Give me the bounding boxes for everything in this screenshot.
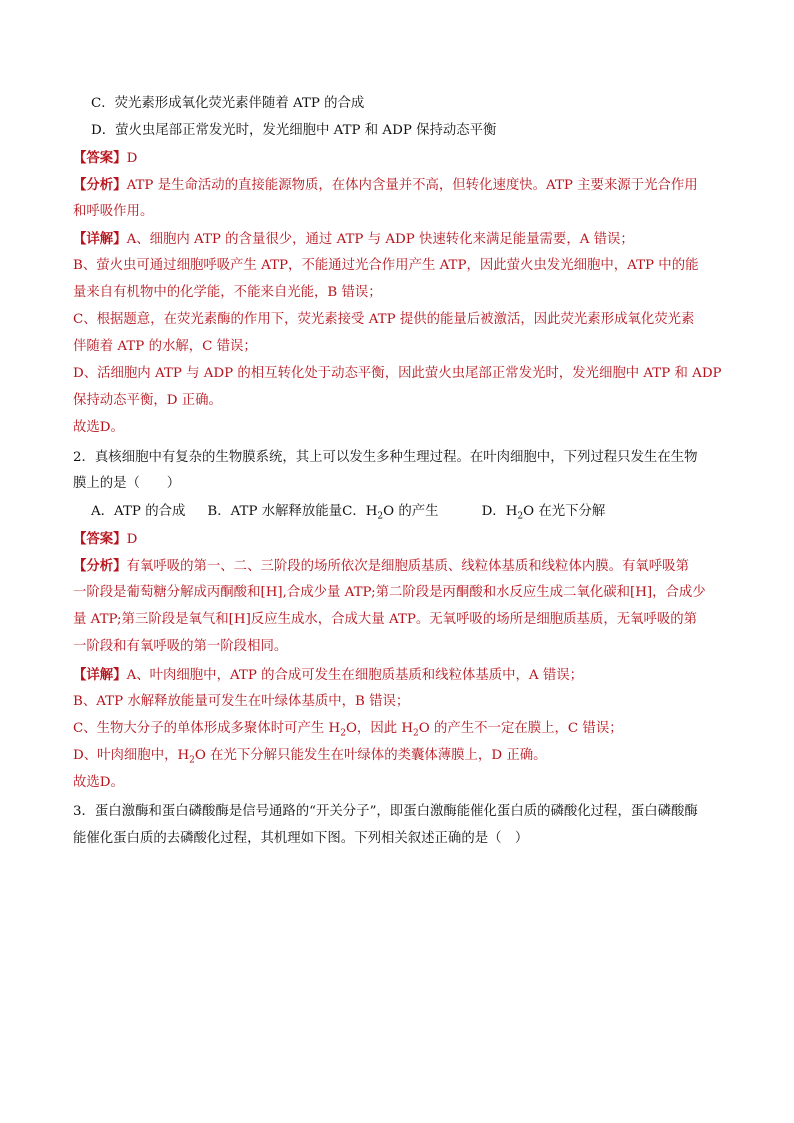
analysis-tag: 【分析】 — [73, 177, 127, 193]
q2-options-row — [91, 502, 605, 527]
answer-value: D — [126, 532, 138, 547]
analysis-tag: 【分析】 — [73, 558, 127, 574]
q2-option-d: D．$H_2O$ 在光下分解 — [481, 504, 606, 522]
q1-detail-line-4: C、根据题意，在荧光素酶的作用下，荧光素接受 ATP 提供的能量后被激活，因此荧光素形成氧化荧光素 — [73, 312, 695, 327]
detail-tag: 【详解】 — [73, 231, 127, 247]
analysis-text: ATP 是生命活动的直接能源物质，在体内含量并不高，但转化速度快。ATP 主要来源于光合作用 — [126, 178, 698, 193]
detail-tag: 【详解】 — [73, 667, 127, 683]
answer-value: D — [126, 151, 138, 166]
q2-analysis-line-3: 量 ATP;第三阶段是氧气和[H]反应生成水，合成大量 ATP。无氧呼吸的场所是细胞质基质，无氧呼吸的第 — [73, 612, 698, 627]
q1-option-c: C．荧光素形成氧化荧光素伴随着 ATP 的合成 — [91, 96, 365, 111]
detail-text: A、叶肉细胞中，ATP 的合成可发生在细胞质基质和线粒体基质中，A 错误； — [126, 668, 584, 683]
q2-option-c: C．$H_2O$ 的产生 — [342, 504, 439, 522]
detail-text: A、细胞内 ATP 的含量很少，通过 ATP 与 ADP 快速转化来满足能量需要，A 错误； — [126, 232, 634, 247]
q2-option-a: A．ATP 的合成 — [91, 504, 186, 519]
q1-analysis-line-1 — [73, 175, 698, 196]
q2-stem-line-2: 膜上的是（ ） — [73, 476, 181, 491]
q2-conclusion: 故选D。 — [73, 775, 124, 790]
q2-detail-line-2: B、ATP 水解释放能量可发生在叶绿体基质中，B 错误； — [73, 694, 410, 709]
q3-stem-line-2: 能催化蛋白质的去磷酸化过程，其机理如下图。下列相关叙述正确的是（ ） — [73, 831, 529, 846]
answer-tag: 【答案】 — [73, 150, 127, 166]
q1-detail-line-5: 伴随着 ATP 的水解，C 错误； — [73, 339, 257, 354]
answer-tag: 【答案】 — [73, 531, 127, 547]
q2-option-b: B．ATP 水解释放能量 — [207, 504, 343, 519]
q2-answer-line — [73, 529, 137, 550]
q1-detail-line-6: D、活细胞内 ATP 与 ADP 的相互转化处于动态平衡，因此萤火虫尾部正常发光时，发光细胞中 ATP 和 ADP — [73, 366, 722, 381]
q3-stem-line-1: 3．蛋白激酶和蛋白磷酸酶是信号通路的“开关分子”，即蛋白激酶能催化蛋白质的磷酸化过程，蛋白磷酸酶 — [73, 804, 698, 819]
q1-answer-line — [73, 148, 137, 169]
q1-conclusion: 故选D。 — [73, 420, 124, 435]
q2-stem-line-1: 2．真核细胞中有复杂的生物膜系统，其上可以发生多种生理过程。在叶肉细胞中，下列过程只发生在生物 — [73, 450, 698, 465]
q1-option-d: D．萤火虫尾部正常发光时，发光细胞中 ATP 和 ADP 保持动态平衡 — [91, 123, 497, 138]
q1-detail-line-1 — [73, 229, 634, 250]
q1-detail-line-2: B、萤火虫可通过细胞呼吸产生 ATP，不能通过光合作用产生 ATP，因此萤火虫发光细胞中，ATP 中的能 — [73, 258, 699, 273]
q2-detail-line-3: C、生物大分子的单体形成多聚体时可产生 $H_2O$，因此 $H_2O$ 的产生不一定在膜上，C 错误； — [73, 721, 623, 739]
q1-detail-line-7: 保持动态平衡，D 正确。 — [73, 393, 222, 408]
q1-detail-line-3: 量来自有机物中的化学能，不能来自光能，B 错误； — [73, 285, 382, 300]
q2-analysis-line-1 — [73, 556, 689, 577]
analysis-text: 有氧呼吸的第一、二、三阶段的场所依次是细胞质基质、线粒体基质和线粒体内膜。有氧呼吸第 — [126, 559, 689, 574]
q1-analysis-line-2: 和呼吸作用。 — [73, 204, 154, 219]
q2-analysis-line-4: 一阶段和有氧呼吸的第一阶段相同。 — [73, 639, 288, 654]
q2-detail-line-4: D、叶肉细胞中，$H_2O$ 在光下分解只能发生在叶绿体的类囊体薄膜上，D 正确。 — [73, 748, 547, 766]
q2-analysis-line-2: 一阶段是葡萄糖分解成丙酮酸和[H],合成少量 ATP;第二阶段是丙酮酸和水反应生成二氧化碳和[H]，合成少 — [73, 585, 706, 600]
q2-detail-line-1 — [73, 665, 583, 686]
